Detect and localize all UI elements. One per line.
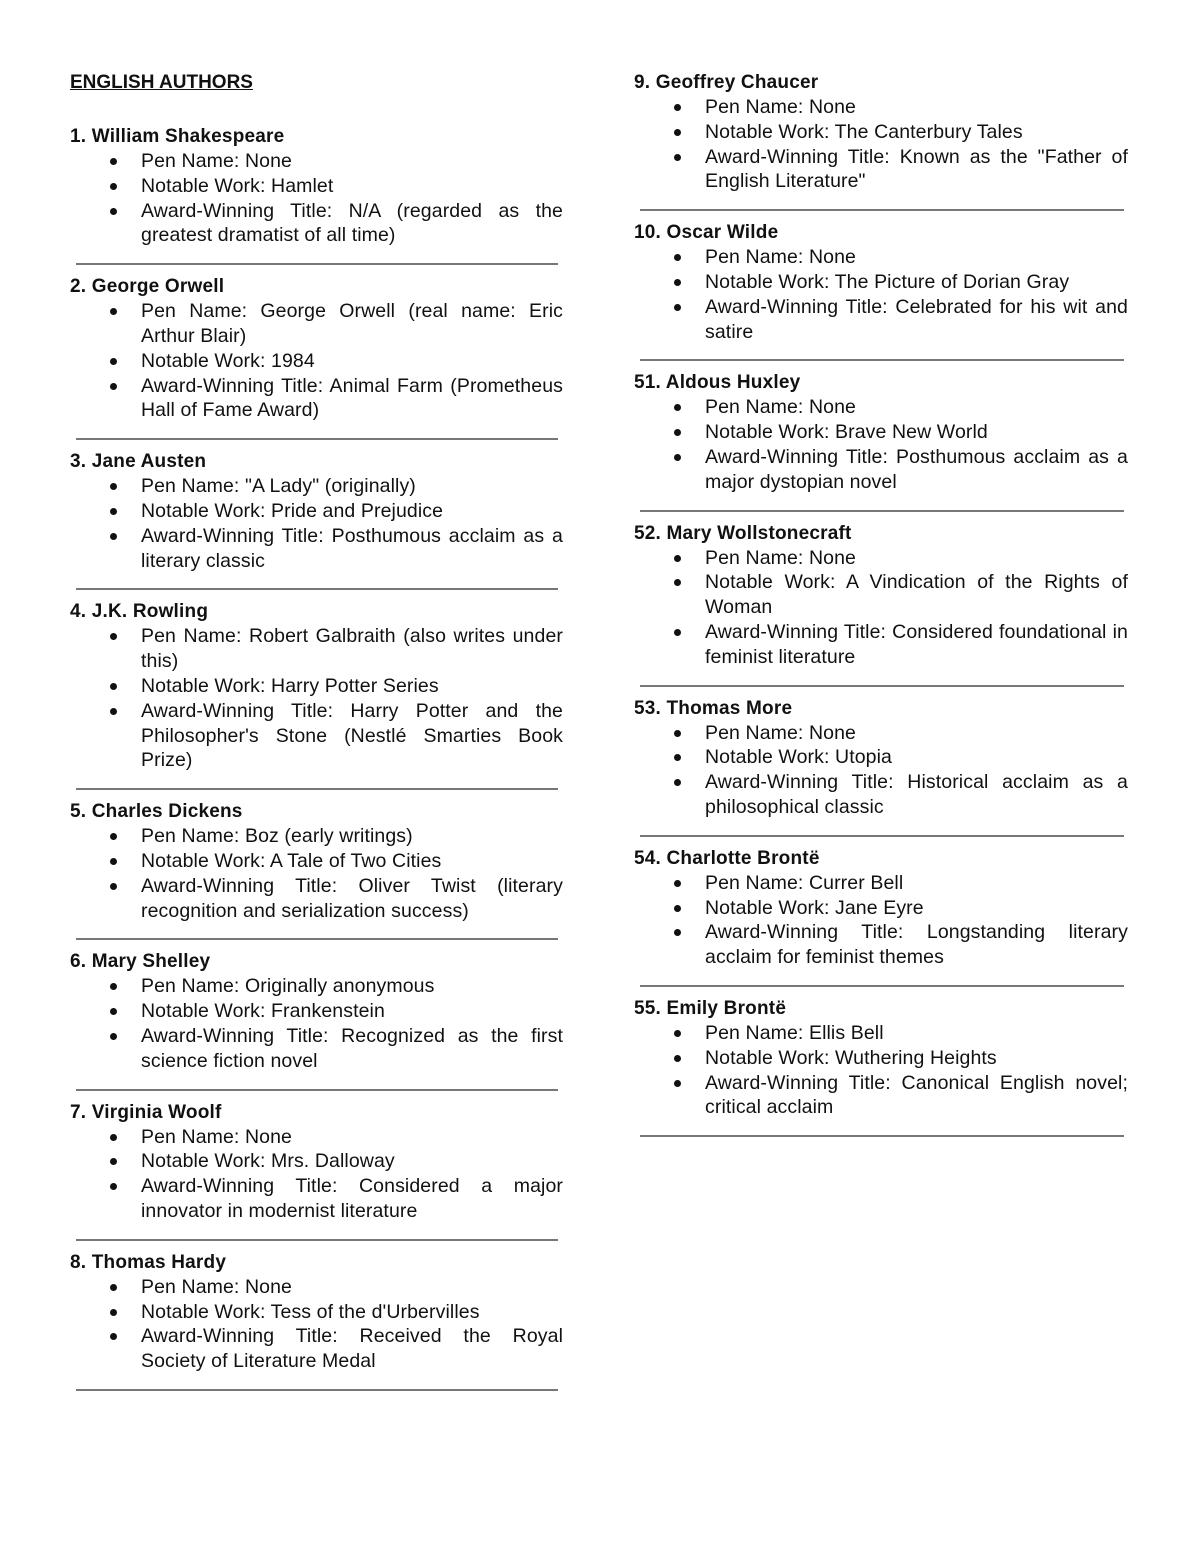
- author-entry: [70, 1250, 563, 1391]
- author-name: 8. Thomas Hardy: [70, 1251, 227, 1273]
- bullet-icon: [110, 383, 117, 390]
- bullet-icon: [674, 254, 681, 261]
- author-fact: [70, 149, 563, 174]
- author-fact-text: Pen Name: Ellis Bell: [705, 1021, 884, 1044]
- bullet-icon: [674, 279, 681, 286]
- author-name: 5. Charles Dickens: [70, 801, 243, 823]
- author-fact-text: Notable Work: Pride and Prejudice: [141, 499, 444, 522]
- author-fact: [634, 445, 1128, 495]
- author-name: 2. George Orwell: [70, 276, 225, 298]
- author-entry: [70, 799, 563, 940]
- author-fact: [70, 1174, 563, 1224]
- author-fact: [634, 420, 1128, 445]
- bullet-icon: [674, 129, 681, 136]
- author-fact-text: Award-Winning Title: Historical acclaim as a philosophical classic: [705, 771, 1128, 818]
- author-facts-list: [634, 546, 1128, 670]
- author-name: 52. Mary Wollstonecraft: [634, 522, 852, 544]
- author-fact-text: Notable Work: Frankenstein: [141, 1000, 385, 1023]
- author-fact-text: Award-Winning Title: Oliver Twist (literary recognition and serialization success): [141, 874, 563, 922]
- author-fact-text: Notable Work: The Canterbury Tales: [705, 120, 1023, 143]
- author-fact: [70, 524, 563, 574]
- author-fact-text: Pen Name: None: [705, 721, 856, 744]
- author-fact: [70, 849, 563, 874]
- section-divider: [76, 1389, 558, 1391]
- author-fact-text: Pen Name: None: [141, 150, 292, 172]
- bullet-icon: [674, 579, 681, 586]
- author-entry: [634, 846, 1128, 987]
- bullet-icon: [674, 1080, 681, 1087]
- bullet-icon: [110, 1333, 117, 1340]
- author-fact-text: Notable Work: Tess of the d'Urbervilles: [141, 1300, 480, 1323]
- author-name: 55. Emily Brontë: [634, 997, 787, 1019]
- author-fact-text: Pen Name: None: [705, 396, 856, 419]
- author-fact: [634, 120, 1128, 145]
- author-fact: [634, 721, 1128, 746]
- author-fact: [70, 374, 563, 424]
- bullet-icon: [110, 708, 117, 715]
- bullet-icon: [674, 754, 681, 761]
- author-fact: [70, 699, 563, 773]
- author-entry: [70, 599, 563, 790]
- author-name: 10. Oscar Wilde: [634, 222, 779, 244]
- author-fact-text: Award-Winning Title: Posthumous acclaim as a major dystopian novel: [705, 445, 1128, 493]
- bullet-icon: [674, 454, 681, 461]
- author-fact-text: Pen Name: Currer Bell: [705, 871, 904, 894]
- author-facts-list: [70, 974, 563, 1073]
- author-fact-text: Award-Winning Title: N/A (regarded as the greatest dramatist of all time): [141, 199, 563, 247]
- bullet-icon: [110, 633, 117, 640]
- author-fact: [70, 349, 563, 374]
- author-facts-list: [70, 299, 563, 423]
- bullet-icon: [674, 730, 681, 737]
- bullet-icon: [674, 429, 681, 436]
- author-facts-list: [70, 1275, 563, 1374]
- author-name: 7. Virginia Woolf: [70, 1101, 222, 1123]
- author-fact: [70, 474, 563, 499]
- bullet-icon: [674, 629, 681, 636]
- author-fact: [634, 1046, 1128, 1071]
- author-fact-text: Award-Winning Title: Known as the "Father of English Literature": [705, 145, 1128, 193]
- section-divider: [640, 209, 1124, 211]
- author-fact: [634, 546, 1128, 571]
- author-facts-list: [70, 824, 563, 923]
- section-divider: [640, 685, 1124, 687]
- author-fact: [70, 199, 563, 249]
- author-fact-text: Notable Work: Utopia: [705, 746, 892, 769]
- author-fact: [70, 299, 563, 349]
- author-fact-text: Pen Name: None: [705, 546, 856, 569]
- author-fact: [70, 1024, 563, 1074]
- author-facts-list: [70, 149, 563, 248]
- right-column: [634, 70, 1128, 1146]
- author-name: 6. Mary Shelley: [70, 951, 211, 973]
- bullet-icon: [674, 555, 681, 562]
- author-entry: [70, 274, 563, 440]
- author-entry: [70, 949, 563, 1090]
- author-fact: [70, 824, 563, 849]
- author-fact: [634, 570, 1128, 620]
- author-fact-text: Notable Work: Wuthering Heights: [705, 1046, 997, 1069]
- author-entry: [634, 70, 1128, 211]
- author-fact: [70, 674, 563, 699]
- author-fact: [634, 920, 1128, 970]
- bullet-icon: [674, 905, 681, 912]
- author-entry: [634, 220, 1128, 361]
- author-fact: [70, 874, 563, 924]
- author-fact-text: Award-Winning Title: Animal Farm (Prometheus Hall of Fame Award): [141, 374, 563, 422]
- author-fact: [634, 245, 1128, 270]
- author-fact-text: Pen Name: None: [141, 1125, 292, 1148]
- author-fact: [70, 624, 563, 674]
- author-fact-text: Notable Work: A Vindication of the Rights of Woman: [705, 571, 1128, 619]
- author-fact-text: Award-Winning Title: Longstanding literary acclaim for feminist themes: [705, 921, 1128, 969]
- author-fact: [634, 770, 1128, 820]
- bullet-icon: [674, 304, 681, 311]
- bullet-icon: [674, 880, 681, 887]
- author-fact-text: Pen Name: George Orwell (real name: Eric Arthur Blair): [141, 300, 563, 347]
- bullet-icon: [110, 1008, 117, 1015]
- author-name: 1. William Shakespeare: [70, 126, 285, 147]
- author-fact-text: Notable Work: Jane Eyre: [705, 896, 924, 919]
- author-fact: [634, 620, 1128, 670]
- bullet-icon: [674, 929, 681, 936]
- author-name: 53. Thomas More: [634, 697, 793, 719]
- author-fact: [70, 174, 563, 199]
- author-facts-list: [634, 721, 1128, 820]
- section-divider: [76, 788, 558, 790]
- bullet-icon: [110, 208, 117, 215]
- author-fact-text: Award-Winning Title: Received the Royal Society of Literature Medal: [141, 1325, 563, 1373]
- bullet-icon: [110, 483, 117, 490]
- author-facts-list: [634, 395, 1128, 494]
- author-fact: [70, 1300, 563, 1325]
- author-fact: [70, 1149, 563, 1174]
- author-fact: [70, 974, 563, 999]
- author-fact-text: Award-Winning Title: Harry Potter and the Philosopher's Stone (Nestlé Smarties Book Prize): [141, 699, 563, 772]
- bullet-icon: [110, 1158, 117, 1165]
- bullet-icon: [110, 533, 117, 540]
- author-name: 4. J.K. Rowling: [70, 601, 209, 623]
- author-entry: [70, 124, 563, 265]
- bullet-icon: [674, 779, 681, 786]
- bullet-icon: [110, 358, 117, 365]
- author-fact: [634, 95, 1128, 120]
- section-divider: [76, 938, 558, 940]
- author-entry: [634, 696, 1128, 837]
- author-name: 3. Jane Austen: [70, 451, 207, 473]
- section-divider: [640, 510, 1124, 512]
- bullet-icon: [110, 858, 117, 865]
- bullet-icon: [110, 1134, 117, 1141]
- author-entry: [634, 370, 1128, 511]
- author-fact-text: Award-Winning Title: Canonical English novel; critical acclaim: [705, 1071, 1128, 1119]
- section-divider: [640, 359, 1124, 361]
- document-title: ENGLISH AUTHORS: [70, 72, 253, 93]
- section-divider: [76, 263, 558, 265]
- author-fact: [70, 1125, 563, 1150]
- author-facts-list: [634, 871, 1128, 970]
- bullet-icon: [110, 183, 117, 190]
- bullet-icon: [674, 404, 681, 411]
- author-fact: [634, 745, 1128, 770]
- section-divider: [76, 1089, 558, 1091]
- author-fact-text: Notable Work: Mrs. Dalloway: [141, 1150, 395, 1173]
- bullet-icon: [674, 1030, 681, 1037]
- section-divider: [76, 588, 558, 590]
- bullet-icon: [110, 158, 117, 165]
- author-fact-text: Award-Winning Title: Celebrated for his wit and satire: [705, 295, 1128, 343]
- author-fact: [634, 896, 1128, 921]
- bullet-icon: [110, 1183, 117, 1190]
- author-fact-text: Award-Winning Title: Considered a major innovator in modernist literature: [141, 1175, 563, 1222]
- right-author-list: [634, 70, 1128, 1137]
- author-fact-text: Notable Work: Brave New World: [705, 421, 988, 444]
- author-fact-text: Notable Work: The Picture of Dorian Gray: [705, 270, 1070, 293]
- author-fact: [70, 1275, 563, 1300]
- left-column: [70, 70, 563, 1400]
- bullet-icon: [110, 683, 117, 690]
- author-fact: [634, 395, 1128, 420]
- author-fact-text: Pen Name: None: [705, 246, 856, 269]
- section-divider: [76, 1239, 558, 1241]
- bullet-icon: [110, 1284, 117, 1291]
- section-divider: [640, 1135, 1124, 1137]
- author-fact-text: Award-Winning Title: Considered foundational in feminist literature: [705, 620, 1128, 668]
- section-divider: [76, 438, 558, 440]
- bullet-icon: [110, 508, 117, 515]
- author-fact-text: Notable Work: A Tale of Two Cities: [141, 849, 442, 872]
- author-fact-text: Pen Name: "A Lady" (originally): [141, 475, 416, 498]
- bullet-icon: [110, 833, 117, 840]
- author-facts-list: [634, 1021, 1128, 1120]
- section-divider: [640, 835, 1124, 837]
- author-fact-text: Pen Name: Boz (early writings): [141, 825, 413, 848]
- author-entry: [70, 1100, 563, 1241]
- author-facts-list: [634, 245, 1128, 344]
- author-fact: [634, 871, 1128, 896]
- author-fact-text: Notable Work: Harry Potter Series: [141, 674, 439, 697]
- author-facts-list: [70, 624, 563, 773]
- bullet-icon: [110, 1033, 117, 1040]
- author-facts-list: [634, 95, 1128, 194]
- author-name: 51. Aldous Huxley: [634, 372, 801, 394]
- author-entry: [634, 996, 1128, 1137]
- author-fact-text: Award-Winning Title: Recognized as the first science fiction novel: [141, 1024, 563, 1072]
- author-fact: [70, 999, 563, 1024]
- bullet-icon: [674, 104, 681, 111]
- author-fact: [634, 145, 1128, 195]
- author-fact-text: Pen Name: None: [141, 1275, 292, 1298]
- author-fact-text: Award-Winning Title: Posthumous acclaim as a literary classic: [141, 524, 563, 572]
- section-divider: [640, 985, 1124, 987]
- bullet-icon: [110, 883, 117, 890]
- author-fact: [634, 1021, 1128, 1046]
- author-fact: [634, 295, 1128, 345]
- bullet-icon: [674, 154, 681, 161]
- author-fact: [70, 499, 563, 524]
- bullet-icon: [674, 1055, 681, 1062]
- bullet-icon: [110, 1309, 117, 1316]
- left-author-list: [70, 124, 563, 1391]
- author-fact: [70, 1324, 563, 1374]
- author-fact-text: Pen Name: Robert Galbraith (also writes under this): [141, 625, 563, 673]
- author-entry: [634, 521, 1128, 687]
- author-name: 54. Charlotte Brontë: [634, 847, 820, 869]
- bullet-icon: [110, 983, 117, 990]
- bullet-icon: [110, 308, 117, 315]
- author-fact-text: Notable Work: Hamlet: [141, 174, 334, 197]
- author-fact: [634, 270, 1128, 295]
- author-facts-list: [70, 474, 563, 573]
- author-name: 9. Geoffrey Chaucer: [634, 72, 819, 93]
- author-fact-text: Pen Name: None: [705, 96, 856, 118]
- author-fact: [634, 1071, 1128, 1121]
- author-entry: [70, 449, 563, 590]
- author-facts-list: [70, 1125, 563, 1224]
- author-fact-text: Notable Work: 1984: [141, 349, 315, 372]
- author-fact-text: Pen Name: Originally anonymous: [141, 975, 435, 998]
